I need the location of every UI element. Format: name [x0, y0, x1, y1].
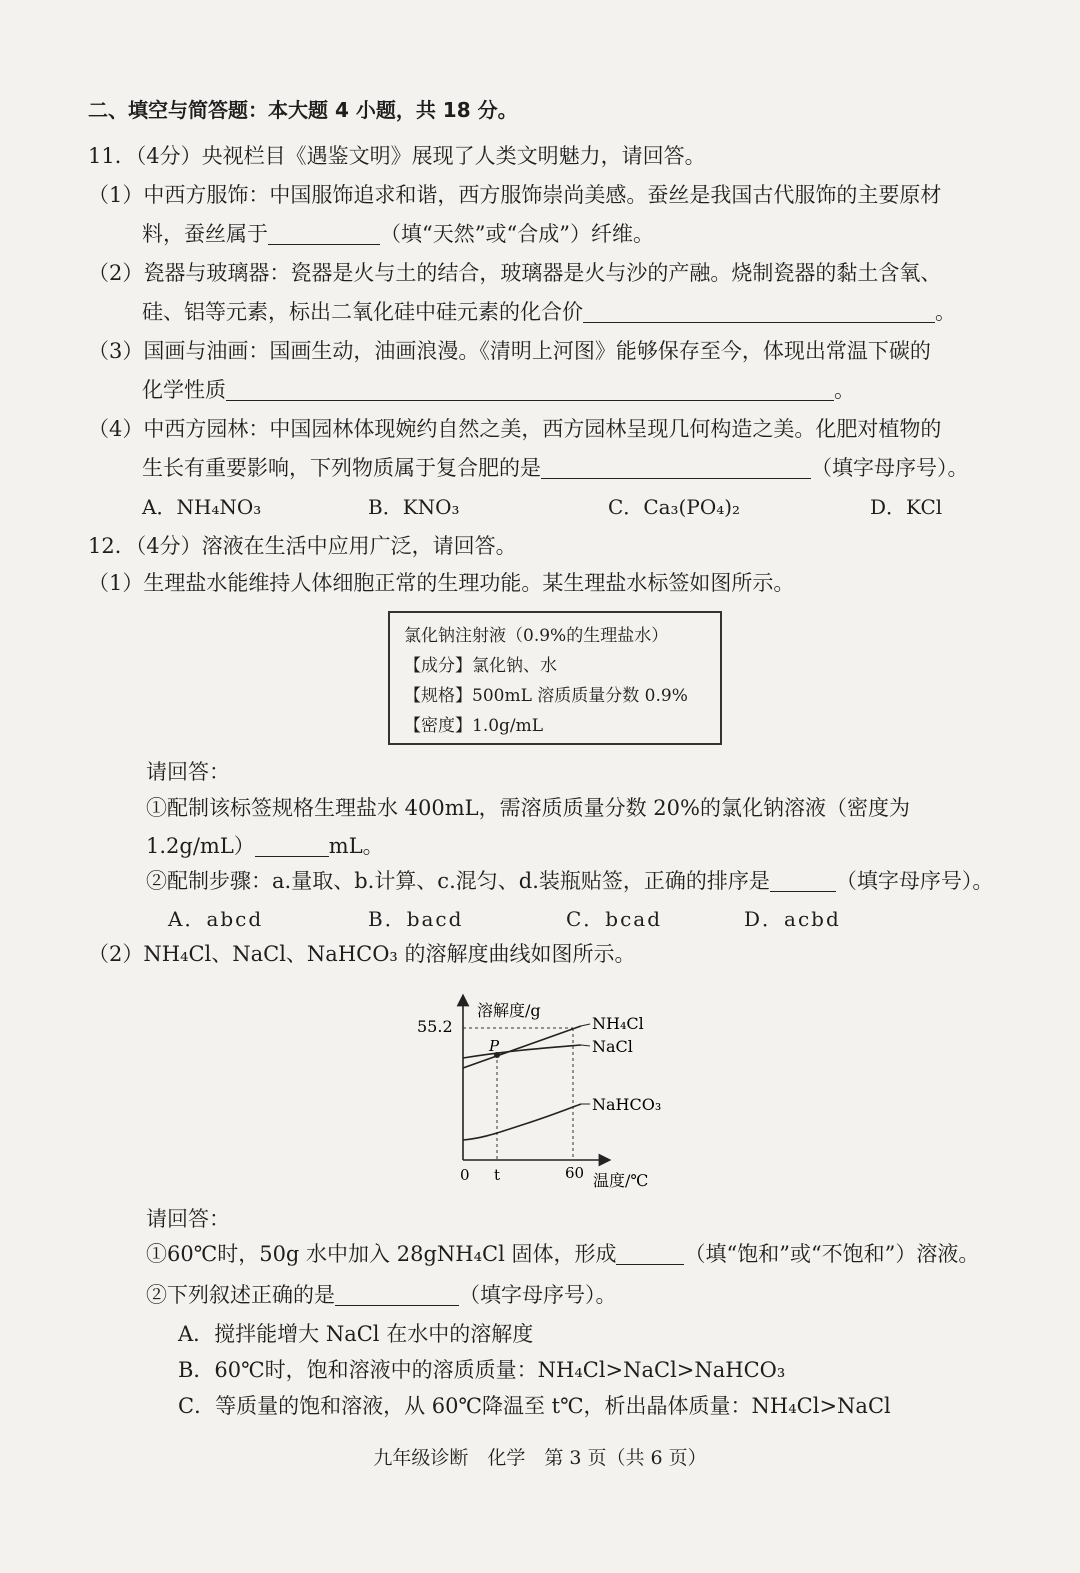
nh4cl-leader: [581, 1024, 590, 1026]
saline-label-spec: 【规格】500mL 溶质质量分数 0.9%: [404, 686, 688, 706]
q12-sub2-blank[interactable]: [770, 869, 836, 892]
q12-step-option-b: B．bacd: [368, 907, 464, 931]
q12-sub1-prefix: 1.2g/mL）: [146, 834, 255, 858]
q11-option-a: A．NH₄NO₃: [142, 495, 262, 519]
q11-part1-suffix: （填“天然”或“合成”）纤维。: [380, 222, 654, 246]
saline-label-density: 【密度】1.0g/mL: [404, 716, 544, 736]
q11-part2-text: （2）瓷器与玻璃器：瓷器是火与土的结合，玻璃器是火与沙的产融。烧制瓷器的黏土含氧、: [88, 261, 942, 285]
q11-option-d: D．KCl: [870, 495, 943, 519]
q12-sub2-suffix: （填字母序号）。: [835, 869, 994, 893]
q12-stem: 12．（4分）溶液在生活中应用广泛，请回答。: [88, 534, 517, 558]
q11-part3-suffix: 。: [834, 378, 855, 402]
legend-nh4cl: NH₄Cl: [592, 1014, 644, 1033]
q11-part3-prefix: 化学性质: [142, 378, 226, 402]
q12-statement-a: A．搅拌能增大 NaCl 在水中的溶解度: [178, 1322, 534, 1346]
q12-step-option-d: D．acbd: [744, 907, 841, 931]
q12-sub2-prefix: ②配制步骤：a.量取、b.计算、c.混匀、d.装瓶贴签，正确的排序是: [146, 869, 770, 893]
q12-ask-1: 请回答：: [146, 760, 230, 784]
q12-r2-suffix: （填字母序号）。: [459, 1283, 617, 1307]
q11-part1-prefix: 料，蚕丝属于: [142, 222, 268, 246]
q11-part1-text: （1）中西方服饰：中国服饰追求和谐，西方服饰崇尚美感。蚕丝是我国古代服饰的主要原材: [88, 183, 942, 207]
section-title: 二、填空与简答题：本大题 4 小题，共 18 分。: [88, 98, 518, 122]
x-tick-60: 60: [565, 1164, 585, 1182]
q11-stem: 11．（4分）央视栏目《遇鉴文明》展现了人类文明魅力，请回答。: [88, 144, 706, 168]
q12-sub2-answer-line: [146, 867, 993, 895]
q11-part4-blank[interactable]: [541, 456, 811, 479]
q12-part1-text: （1）生理盐水能维持人体细胞正常的生理功能。某生理盐水标签如图所示。: [88, 571, 795, 595]
x-axis-label: 温度/℃: [593, 1171, 649, 1190]
q11-part2-prefix: 硅、铝等元素，标出二氧化硅中硅元素的化合价: [142, 300, 583, 324]
page-footer: 九年级诊断 化学 第 3 页（共 6 页）: [373, 1447, 707, 1469]
q11-part1-blank[interactable]: [268, 222, 380, 245]
q11-part3-blank[interactable]: [226, 378, 834, 401]
q11-option-c: C．Ca₃(PO₄)₂: [608, 495, 741, 519]
saline-label-ingredients: 【成分】氯化钠、水: [404, 656, 557, 676]
q11-part2-blank[interactable]: [583, 300, 935, 323]
q11-part3-answer-line: [142, 376, 855, 404]
legend-nacl: NaCl: [592, 1037, 633, 1056]
saline-label-box: [388, 611, 722, 745]
y-axis-label: 溶解度/g: [477, 1001, 541, 1020]
q11-part4-text: （4）中西方园林：中国园林体现婉约自然之美，西方园林呈现几何构造之美。化肥对植物的: [88, 417, 942, 441]
nahco3-curve: [463, 1104, 581, 1140]
q12-statement-b: B．60℃时，饱和溶液中的溶质质量：NH₄Cl>NaCl>NaHCO₃: [178, 1358, 786, 1382]
nacl-leader: [581, 1045, 590, 1046]
q12-r2-prefix: ②下列叙述正确的是: [146, 1283, 335, 1307]
q12-r2-answer-line: [146, 1281, 617, 1309]
q11-part1-answer-line: [142, 220, 654, 248]
q12-sub1-suffix: mL。: [328, 834, 384, 858]
q12-sub1-blank[interactable]: [255, 834, 329, 857]
q12-sub1-answer-line: [146, 832, 384, 860]
x-tick-0: 0: [460, 1166, 470, 1184]
q11-part4-suffix: （填字母序号）。: [811, 456, 969, 480]
solubility-graph: [405, 992, 685, 1192]
q12-part2-text: （2）NH₄Cl、NaCl、NaHCO₃ 的溶解度曲线如图所示。: [88, 942, 636, 966]
q12-r1-prefix: ①60℃时，50g 水中加入 28gNH₄Cl 固体，形成: [146, 1242, 617, 1266]
q12-statement-c: C．等质量的饱和溶液，从 60℃降温至 t℃，析出晶体质量：NH₄Cl>NaCl: [178, 1394, 891, 1418]
q11-part3-text: （3）国画与油画：国画生动，油画浪漫。《清明上河图》能够保存至今，体现出常温下碳的: [88, 339, 931, 363]
q11-part4-answer-line: [142, 454, 969, 482]
q12-step-option-c: C．bcad: [566, 907, 663, 931]
q12-sub1-text: ①配制该标签规格生理盐水 400mL，需溶质质量分数 20%的氯化钠溶液（密度为: [146, 796, 910, 820]
y-tick-55-2: 55.2: [417, 1017, 453, 1036]
q11-part2-suffix: 。: [935, 300, 956, 324]
q12-r2-blank[interactable]: [335, 1283, 459, 1306]
x-tick-t: t: [494, 1166, 501, 1184]
q11-part4-prefix: 生长有重要影响，下列物质属于复合肥的是: [142, 456, 541, 480]
legend-nahco3: NaHCO₃: [592, 1095, 662, 1114]
q12-step-option-a: A．abcd: [168, 907, 264, 931]
q12-r1-blank[interactable]: [616, 1242, 684, 1265]
q12-r1-answer-line: [146, 1240, 979, 1268]
saline-label-title: 氯化钠注射液（0.9%的生理盐水）: [404, 626, 669, 646]
q11-option-b: B．KNO₃: [368, 495, 460, 519]
q12-r1-suffix: （填“饱和”或“不饱和”）溶液。: [684, 1242, 980, 1266]
q12-ask-2: 请回答：: [146, 1207, 230, 1231]
point-p-label: P: [489, 1037, 500, 1055]
q11-part2-answer-line: [142, 298, 956, 326]
